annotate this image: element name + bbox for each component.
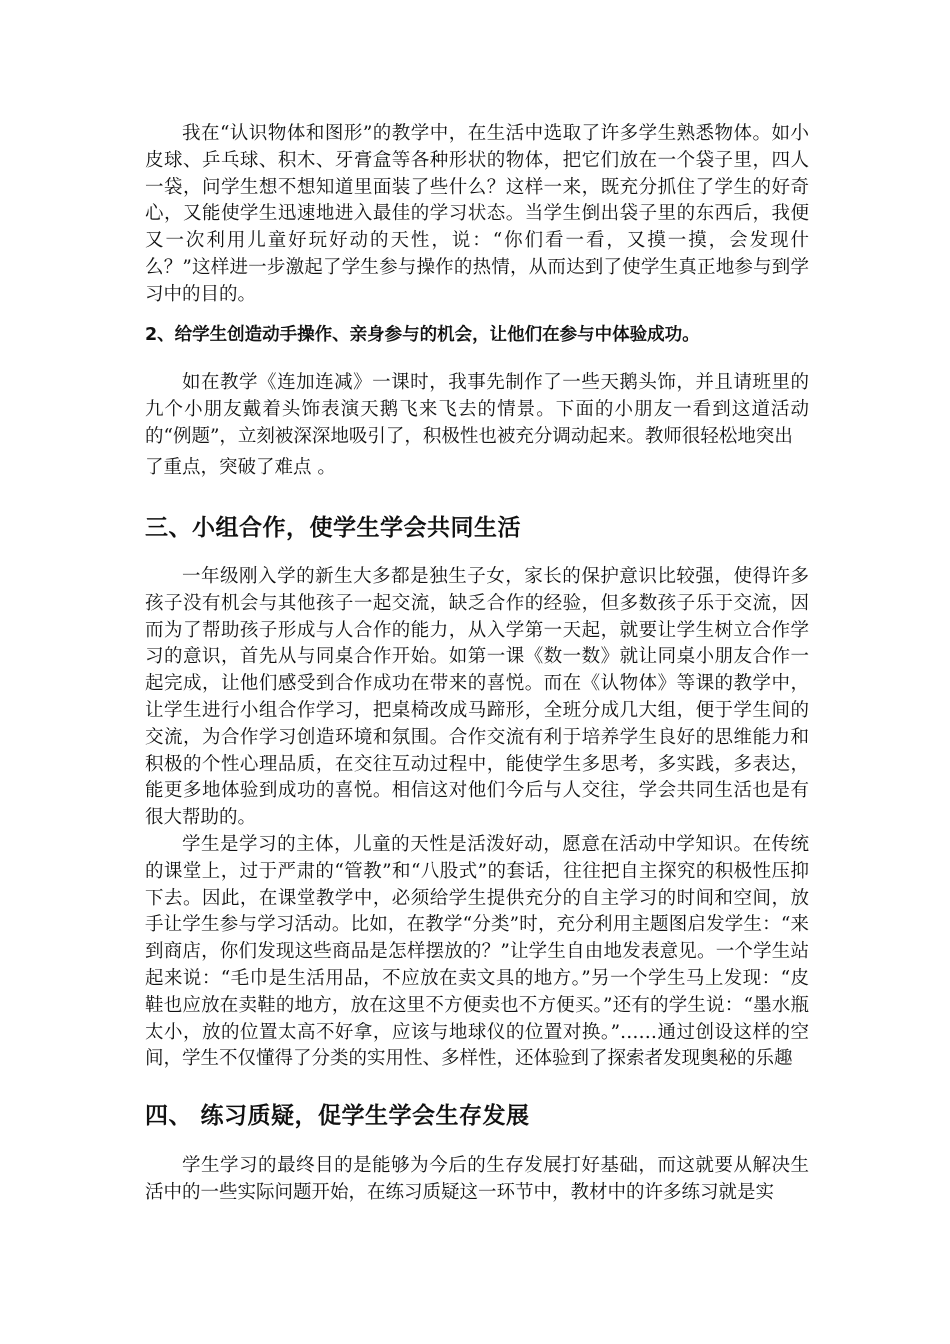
section-heading-practice-questioning: 四、 练习质疑，促学生学会生存发展 [145, 1103, 530, 1129]
paragraph-swan-lesson-end: 了重点，突破了难点 。 [145, 457, 336, 478]
paragraph-swan-lesson: 如在教学《连加连减》一课时，我事先制作了一些天鹅头饰，并且请班里的九个小朋友戴着头饰表演天鹅飞来飞去的情景。下面的小朋友一看到这道活动的“例题”，立刻被深深地吸引了，积极性也被充分调动起来。教师很轻松地突出 [145, 372, 809, 447]
paragraph-learning-goal: 学生学习的最终目的是能够为今后的生存发展打好基础，而这就要从解决生活中的一些实际问题开始，在练习质疑这一环节中，教材中的许多练习就是实 [145, 1155, 809, 1203]
section-heading-group-cooperation: 三、小组合作，使学生学会共同生活 [145, 515, 521, 541]
paragraph-student-subject: 学生是学习的主体，儿童的天性是活泼好动，愿意在活动中学知识。在传统的课堂上，过于严肃的“管教”和“八股式”的套话，往往把自主探究的积极性压抑下去。因此，在课堂教学中，必须给学生提供充分的自主学习的时间和空间，放手让学生参与学习活动。比如，在教学“分类”时，充分利用主题图启发学生：“来到商店，你们发现这些商品是怎样摆放的？”让学生自由地发表意见。一个学生站起来说：“毛巾是生活用品，不应放在卖文具的地方。”另一个学生马上发现：“皮鞋也应放在卖鞋的地方，放在这里不方便卖也不方便买。”还有的学生说：“墨水瓶太小，放的位置太高不好拿，应该与地球仪的位置对换。”……通过创设这样的空间，学生不仅懂得了分类的实用性、多样性，还体验到了探索者发现奥秘的乐趣 [145, 834, 809, 1070]
subheading-hands-on: 2、给学生创造动手操作、亲身参与的机会，让他们在参与中体验成功。 [145, 325, 700, 345]
paragraph-group-cooperation: 一年级刚入学的新生大多都是独生子女，家长的保护意识比较强，使得许多孩子没有机会与其他孩子一起交流，缺乏合作的经验，但多数孩子乐于交流，因而为了帮助孩子形成与人合作的能力，从入学第一天起，就要让学生树立合作学习的意识，首先从与同桌合作开始。如第一课《数一数》就让同桌小朋友合作一起完成，让他们感受到合作成功在带来的喜悦。而在《认物体》等课的教学中，让学生进行小组合作学习，把桌椅改成马蹄形，全班分成几大组，便于学生间的交流，为合作学习创造环境和氛围。合作交流有利于培养学生良好的思维能力和积极的个性心理品质，在交往互动过程中，能使学生多思考，多实践，多表达，能更多地体验到成功的喜悦。相信这对他们今后与人交往，学会共同生活也是有很大帮助的。 [145, 566, 809, 829]
paragraph-recognize-objects: 我在“认识物体和图形”的教学中，在生活中选取了许多学生熟悉物体。如小皮球、乒乓球、积木、牙膏盒等各种形状的物体，把它们放在一个袋子里，四人一袋，问学生想不想知道里面装了些什么？这样一来，既充分抓住了学生的好奇心，又能使学生迅速地进入最佳的学习状态。当学生倒出袋子里的东西后，我便又一次利用儿童好玩好动的天性，说：“你们看一看，又摸一摸，会发现什么？”这样进一步激起了学生参与操作的热情，从而达到了使学生真正地参与到学习中的目的。 [145, 123, 809, 305]
